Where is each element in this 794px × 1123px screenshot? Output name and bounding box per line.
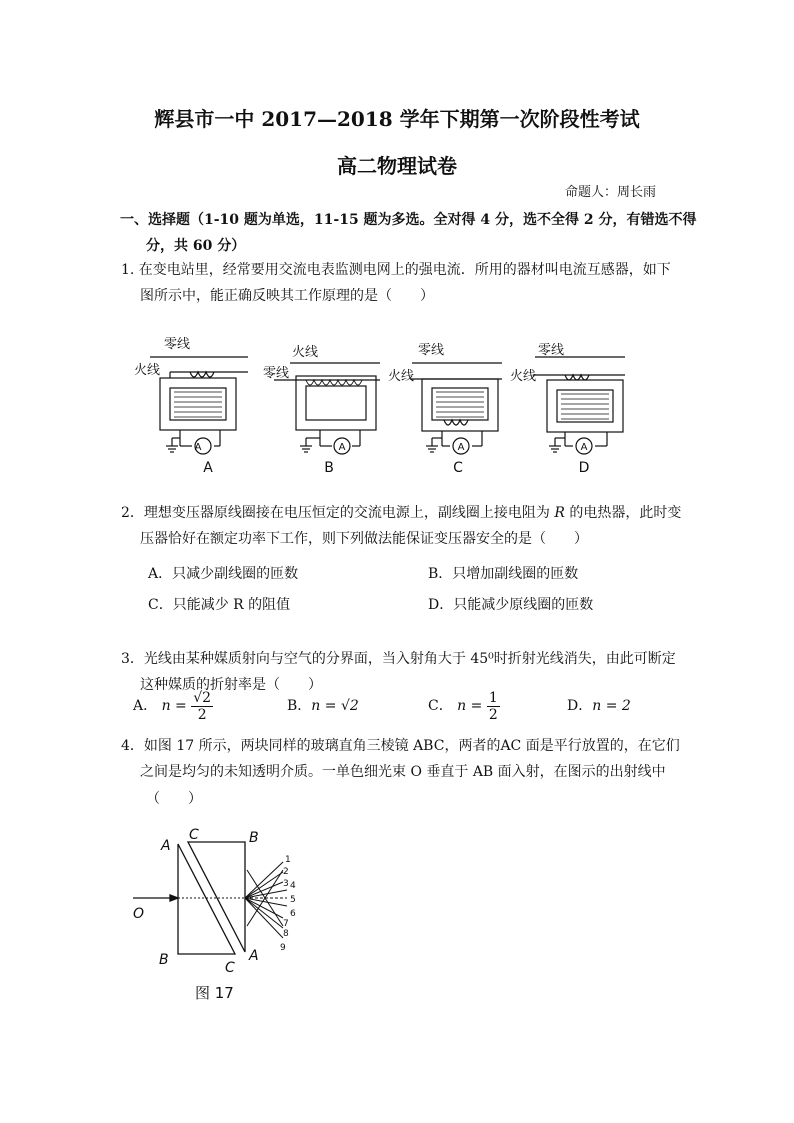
- option-label-d: D: [578, 460, 590, 476]
- q2-line2: 压器恰好在额定功率下工作，则下列做法能保证变压器安全的是（ ）: [140, 531, 588, 547]
- ray-number-5: 5: [290, 895, 296, 905]
- label-zero-line-a: 零线: [164, 337, 191, 352]
- ammeter-c: A: [457, 442, 465, 453]
- q3-option-c-lhs: n =: [457, 698, 483, 714]
- ray-label-o: O: [133, 906, 145, 922]
- diagram-b: [274, 363, 380, 454]
- q3-option-a-fraction: [191, 690, 213, 723]
- ray-number-8: 8: [283, 929, 289, 939]
- q3-option-a-numerator: √2: [193, 689, 212, 706]
- ammeter-a: A: [194, 442, 202, 453]
- q2-option-b: B．只增加副线圈的匝数: [428, 566, 579, 582]
- q3-line1: 3．光线由某种媒质射向与空气的分界面，当入射角大于 45⁰时折射光线消失，由此可断定: [121, 651, 676, 667]
- q3-option-b: [287, 696, 359, 716]
- option-label-c: C: [453, 460, 463, 476]
- point-a-top: A: [161, 838, 171, 854]
- q1-transformer-figure: [130, 330, 650, 480]
- q3-option-c-label: C．: [428, 698, 453, 714]
- ammeter-d: A: [580, 442, 588, 453]
- left-prism: [178, 844, 235, 954]
- q3-option-d-label: D．: [567, 698, 593, 714]
- right-prism: [188, 842, 245, 952]
- diagram-d: [533, 357, 625, 454]
- q3-option-c-denominator: 2: [488, 706, 498, 723]
- diagram-a: [150, 357, 248, 454]
- ray-number-9: 9: [280, 943, 286, 953]
- prism-figure: [125, 826, 315, 1006]
- ray-number-6: 6: [290, 909, 296, 919]
- ammeter-b: A: [338, 442, 346, 453]
- q3-option-c-fraction: [487, 690, 500, 723]
- q2-var-r: R: [554, 505, 565, 521]
- point-c-bottom: C: [225, 960, 235, 976]
- q2-option-c: C．只能减少 R 的阻值: [148, 597, 291, 613]
- q1-line1: 1. 在变电站里，经常要用交流电表监测电网上的强电流．所用的器材叫电流互感器，如下: [121, 262, 671, 278]
- point-a-bottom: A: [249, 948, 259, 964]
- q3-option-a: [133, 688, 213, 724]
- section-heading-line2: 分，共 60 分）: [146, 238, 246, 254]
- q3-option-a-lhs: n =: [161, 698, 187, 714]
- q3-option-b-expr: n = √2: [311, 698, 359, 714]
- q3-option-a-denominator: 2: [197, 706, 207, 723]
- author-line: 命题人：周长雨: [565, 185, 657, 200]
- q3-option-c-numerator: 1: [488, 689, 498, 706]
- q3-option-a-label: A．: [133, 698, 158, 714]
- q2-line1: [121, 503, 681, 523]
- point-b-bottom: B: [159, 952, 169, 968]
- q2-line1-a: 2．理想变压器原线圈接在电压恒定的交流电源上，副线圈上接电阻为: [121, 505, 555, 521]
- ray-number-2: 2: [283, 867, 289, 877]
- q2-option-d: D．只能减少原线圈的匝数: [428, 597, 594, 613]
- q4-line1: 4．如图 17 所示，两块同样的玻璃直角三棱镜 ABC，两者的AC 面是平行放置的，在它们: [121, 738, 680, 754]
- label-zero-line-c: 零线: [418, 343, 445, 358]
- q3-line2: 这种媒质的折射率是（ ）: [140, 677, 322, 693]
- q1-line2: 图所示中，能正确反映其工作原理的是（ ）: [140, 288, 434, 304]
- incident-arrow-icon: [170, 895, 178, 901]
- section-heading-line1: 一、选择题（1-10 题为单选，11-15 题为多选。全对得 4 分，选不全得 2 分，有错选不得: [120, 212, 697, 228]
- label-zero-line-d: 零线: [538, 343, 565, 358]
- q3-option-b-label: B．: [287, 698, 312, 714]
- label-fire-line-c: 火线: [388, 369, 415, 384]
- q3-option-d: [567, 696, 631, 716]
- ray-number-1: 1: [285, 855, 291, 865]
- diagram-c: [410, 363, 502, 454]
- exam-title: 辉县市一中 2017—2018 学年下期第一次阶段性考试: [154, 107, 640, 131]
- q3-option-c: [428, 688, 500, 724]
- label-fire-line-a: 火线: [134, 363, 161, 378]
- ray-number-3: 3: [283, 879, 289, 889]
- ray-number-4: 4: [290, 881, 296, 891]
- option-label-a: A: [203, 460, 213, 476]
- point-b-top: B: [249, 830, 259, 846]
- q4-line2: 之间是均匀的未知透明介质。一单色细光束 O 垂直于 AB 面入射，在图示的出射线中: [140, 764, 666, 780]
- q2-option-a: A．只减少副线圈的匝数: [148, 566, 299, 582]
- q4-line3: （ ）: [146, 791, 202, 807]
- label-zero-line-b: 零线: [263, 366, 290, 381]
- figure-caption: 图 17: [195, 984, 234, 1002]
- label-fire-line-d: 火线: [510, 369, 537, 384]
- q3-option-d-expr: n = 2: [592, 698, 631, 714]
- label-fire-line-b: 火线: [292, 345, 319, 360]
- exam-subtitle: 高二物理试卷: [337, 154, 457, 178]
- q2-line1-b: 的电热器，此时变: [564, 505, 682, 521]
- point-c-top: C: [189, 827, 199, 843]
- ray-number-7: 7: [283, 919, 289, 929]
- option-label-b: B: [324, 460, 334, 476]
